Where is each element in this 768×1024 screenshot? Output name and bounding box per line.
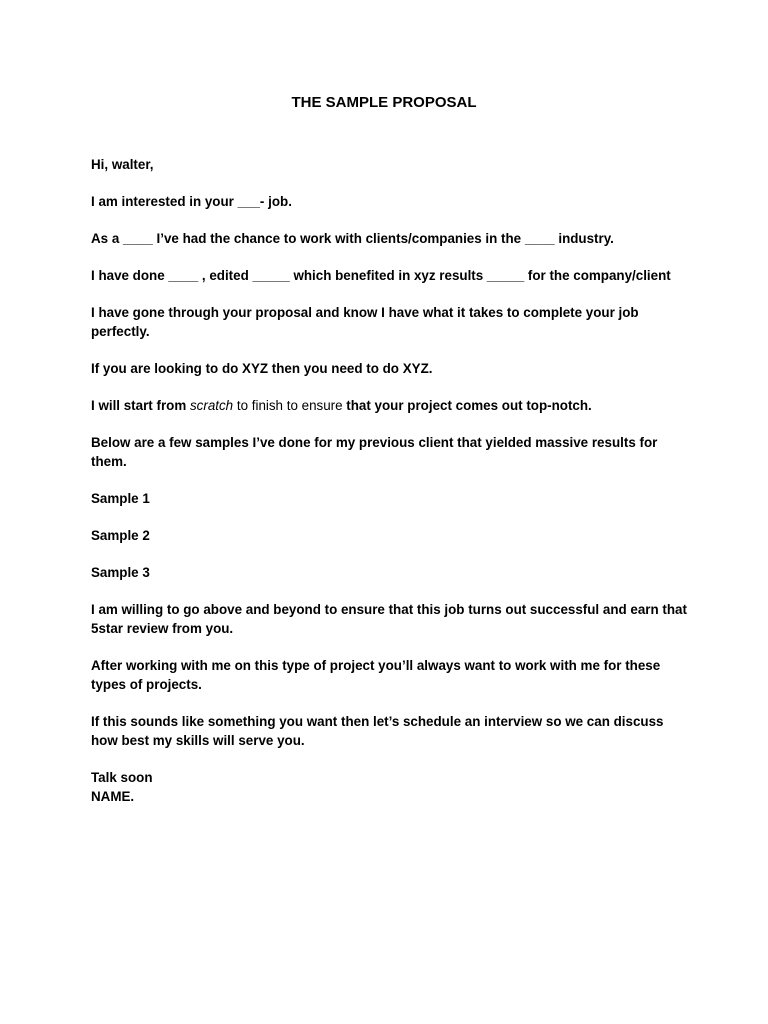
- paragraph-done: I have done ____ , edited _____ which benefited in xyz results _____ for the company/client: [91, 268, 671, 283]
- sample-2: Sample 2: [91, 528, 150, 543]
- document-title: THE SAMPLE PROPOSAL: [291, 94, 477, 111]
- paragraph-work-with-me: After working with me on this type of project you’ll always want to work with me for these types of projects.: [91, 658, 661, 692]
- paragraph-interest: I am interested in your ___- job.: [91, 194, 292, 209]
- paragraph-interview: If this sounds like something you want then let’s schedule an interview so we can discuss how best my skills will serve you.: [91, 714, 664, 748]
- document-body: [91, 155, 691, 806]
- paragraph-experience: As a ____ I’ve had the chance to work with clients/companies in the ____ industry.: [91, 231, 614, 246]
- paragraph-proposal: I have gone through your proposal and know I have what it takes to complete your job perfectly.: [91, 305, 639, 339]
- paragraph-samples-intro: Below are a few samples I’ve done for my previous client that yielded massive results for them.: [91, 435, 658, 469]
- sample-1: Sample 1: [91, 491, 150, 506]
- paragraph-above-beyond: I am willing to go above and beyond to ensure that this job turns out successful and earn that 5star review from you.: [91, 602, 687, 636]
- scratch-part-3: to finish to ensure: [233, 398, 347, 413]
- greeting: Hi, walter,: [91, 157, 154, 172]
- scratch-part-1: I will start from: [91, 398, 190, 413]
- closing-signoff: Talk soon: [91, 770, 153, 785]
- scratch-part-2: scratch: [189, 398, 234, 413]
- paragraph-scratch: [91, 396, 691, 415]
- sample-3: Sample 3: [91, 565, 150, 580]
- scratch-part-4: that your project comes out top-notch.: [346, 398, 592, 413]
- paragraph-xyz: If you are looking to do XYZ then you need to do XYZ.: [91, 361, 433, 376]
- closing-name: NAME.: [91, 789, 135, 804]
